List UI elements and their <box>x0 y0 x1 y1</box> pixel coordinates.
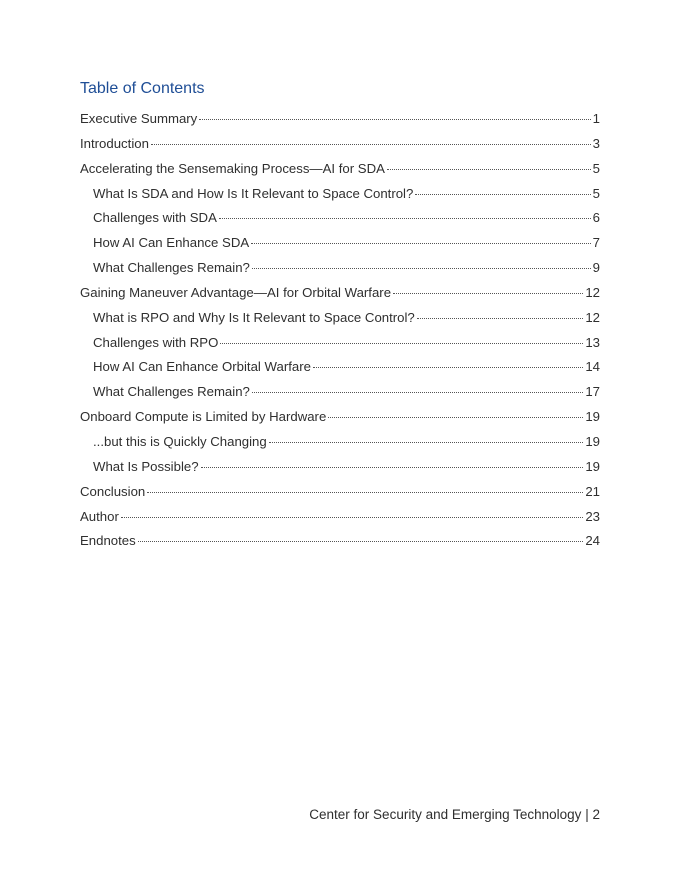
toc-entry-page: 19 <box>585 433 600 449</box>
toc-entry-ai-enhance-sda[interactable] <box>80 233 600 258</box>
toc-entry-quickly-changing[interactable] <box>80 432 600 457</box>
footer-organization: Center for Security and Emerging Technology <box>309 807 582 822</box>
toc-entry-label: Conclusion <box>80 483 146 499</box>
toc-entry-label: Author <box>80 508 119 524</box>
toc-entry-label: How AI Can Enhance Orbital Warfare <box>93 359 311 375</box>
toc-entry-page: 9 <box>592 260 600 276</box>
toc-entry-label: Executive Summary <box>80 111 198 126</box>
toc-entry-label: What Challenges Remain? <box>93 260 250 276</box>
toc-entry-onboard-compute[interactable] <box>80 407 600 432</box>
toc-entry-page: 1 <box>592 111 600 126</box>
toc-dot-leader <box>417 318 584 319</box>
toc-dot-leader <box>151 144 591 145</box>
toc-entry-page: 13 <box>585 334 600 350</box>
toc-entry-page: 14 <box>585 359 600 375</box>
toc-entry-conclusion[interactable] <box>80 482 600 507</box>
toc-dot-leader <box>121 517 583 518</box>
toc-entry-label: Challenges with SDA <box>93 210 217 226</box>
toc-entry-label: Introduction <box>80 135 149 151</box>
toc-entry-challenges-sda[interactable] <box>80 208 600 233</box>
toc-dot-leader <box>147 492 583 493</box>
toc-entry-label: What is RPO and Why Is It Relevant to Space Control? <box>93 309 415 325</box>
toc-dot-leader <box>220 343 583 344</box>
toc-dot-leader <box>251 243 591 244</box>
toc-dot-leader <box>393 293 583 294</box>
toc-entry-label: What Is Possible? <box>93 458 199 474</box>
toc-dot-leader <box>252 392 583 393</box>
toc-entry-page: 21 <box>585 483 600 499</box>
toc-entry-page: 12 <box>585 284 600 300</box>
toc-entry-label: What Is SDA and How Is It Relevant to Space Control? <box>93 185 414 201</box>
footer-page-number: 2 <box>592 807 600 822</box>
toc-dot-leader <box>252 268 591 269</box>
toc-entry-executive-summary[interactable] <box>80 109 600 134</box>
toc-entry-label: What Challenges Remain? <box>93 384 250 400</box>
page-footer <box>309 806 600 824</box>
toc-entry-label: How AI Can Enhance SDA <box>93 235 250 251</box>
toc-entry-label: Gaining Maneuver Advantage—AI for Orbital Warfare <box>80 284 392 300</box>
toc-entry-page: 23 <box>585 508 600 524</box>
toc-entry-page: 3 <box>592 135 600 151</box>
toc-entry-what-is-rpo[interactable] <box>80 308 600 333</box>
toc-entry-page: 17 <box>585 384 600 400</box>
toc-entry-page: 6 <box>592 210 600 226</box>
toc-entry-page: 19 <box>585 458 600 474</box>
toc-entry-label: Challenges with RPO <box>93 334 219 350</box>
toc-title: Table of Contents <box>80 80 205 97</box>
toc-entry-gaining-maneuver[interactable] <box>80 283 600 308</box>
footer-separator: | <box>585 807 589 822</box>
toc-dot-leader <box>387 169 591 170</box>
toc-dot-leader <box>201 467 584 468</box>
toc-entry-label: Endnotes <box>80 533 136 549</box>
toc-dot-leader <box>219 218 591 219</box>
toc-dot-leader <box>269 442 584 443</box>
toc-entry-endnotes[interactable] <box>80 531 600 556</box>
toc-entry-page: 5 <box>592 185 600 201</box>
toc-entry-label: Accelerating the Sensemaking Process—AI for SDA <box>80 160 385 176</box>
toc-dot-leader <box>199 119 590 120</box>
toc-entry-accelerating-sensemaking[interactable] <box>80 159 600 184</box>
toc-entry-challenges-remain-rpo[interactable] <box>80 382 600 407</box>
toc-entry-page: 24 <box>585 533 600 549</box>
toc-entry-page: 7 <box>592 235 600 251</box>
toc-entry-ai-enhance-orbital[interactable] <box>80 357 600 382</box>
toc-entry-challenges-rpo[interactable] <box>80 333 600 358</box>
toc-dot-leader <box>138 541 584 542</box>
toc-dot-leader <box>313 367 583 368</box>
toc-entry-label: Onboard Compute is Limited by Hardware <box>80 409 327 425</box>
toc-entry-page: 12 <box>585 309 600 325</box>
toc-dot-leader <box>328 417 583 418</box>
toc-entry-page: 5 <box>592 160 600 176</box>
toc-entry-what-is-possible[interactable] <box>80 457 600 482</box>
toc-list <box>80 109 600 556</box>
toc-dot-leader <box>415 194 590 195</box>
toc-entry-author[interactable] <box>80 507 600 532</box>
toc-entry-page: 19 <box>585 409 600 425</box>
toc-entry-introduction[interactable] <box>80 134 600 159</box>
toc-entry-what-is-sda[interactable] <box>80 184 600 209</box>
toc-entry-challenges-remain-sda[interactable] <box>80 258 600 283</box>
toc-entry-label: ...but this is Quickly Changing <box>93 433 267 449</box>
